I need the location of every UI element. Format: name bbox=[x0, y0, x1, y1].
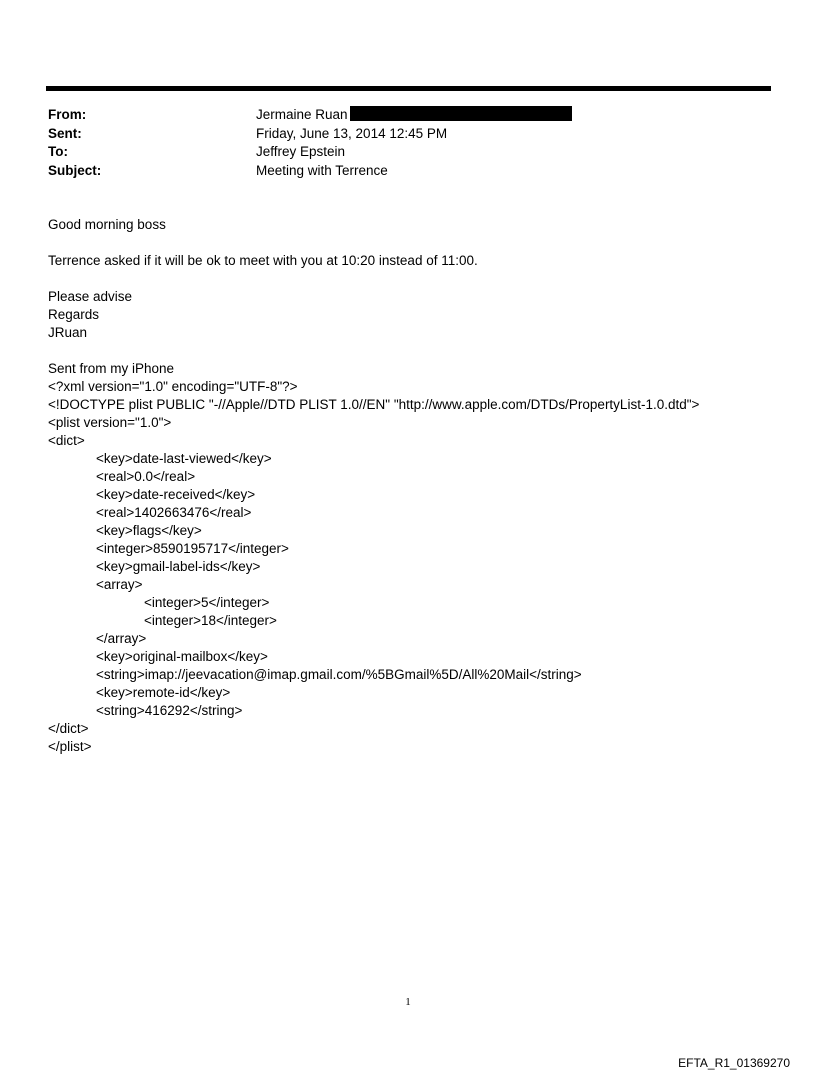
document-id: EFTA_R1_01369270 bbox=[678, 1056, 790, 1070]
regards-line: Regards bbox=[48, 307, 100, 322]
to-label: To: bbox=[48, 144, 68, 159]
plist-line: <key>date-last-viewed</key> bbox=[96, 451, 272, 466]
plist-line: <integer>18</integer> bbox=[144, 613, 277, 628]
plist-line: <real>1402663476</real> bbox=[96, 505, 252, 520]
to-value: Jeffrey Epstein bbox=[256, 144, 346, 159]
plist-line: <real>0.0</real> bbox=[96, 469, 196, 484]
message: Terrence asked if it will be ok to meet with you at 10:20 instead of 11:00. bbox=[48, 253, 478, 268]
plist-line: <key>flags</key> bbox=[96, 523, 202, 538]
plist-line: </array> bbox=[96, 631, 147, 646]
plist-line: <string>416292</string> bbox=[96, 703, 243, 718]
plist-line: <key>original-mailbox</key> bbox=[96, 649, 268, 664]
dict-open: <dict> bbox=[48, 433, 85, 448]
header-rule bbox=[46, 86, 771, 91]
from-label: From: bbox=[48, 107, 87, 122]
plist-open: <plist version="1.0"> bbox=[48, 415, 172, 430]
subject-value: Meeting with Terrence bbox=[256, 162, 388, 178]
email-body bbox=[48, 216, 768, 756]
subject-label: Subject: bbox=[48, 162, 102, 178]
signature: JRuan bbox=[48, 325, 88, 340]
sent-from-line: Sent from my iPhone bbox=[48, 361, 175, 376]
plist-line: <integer>5</integer> bbox=[144, 595, 270, 610]
plist-line: <string>imap://jeevacation@imap.gmail.com/%5BGmail%5D/All%20Mail</string> bbox=[96, 667, 582, 682]
page-number: 1 bbox=[405, 996, 411, 1008]
dict-close: </dict> bbox=[48, 721, 89, 736]
redaction-box bbox=[350, 106, 572, 121]
plist-xml-decl: <?xml version="1.0" encoding="UTF-8"?> bbox=[48, 379, 298, 394]
plist-close: </plist> bbox=[48, 739, 92, 754]
sent-label: Sent: bbox=[48, 125, 82, 141]
from-name: Jermaine Ruan bbox=[256, 107, 348, 122]
sent-value: Friday, June 13, 2014 12:45 PM bbox=[256, 125, 448, 141]
plist-doctype: <!DOCTYPE plist PUBLIC "-//Apple//DTD PLIST 1.0//EN" "http://www.apple.com/DTDs/PropertyList-1.0.dtd"> bbox=[48, 397, 700, 412]
advise-line: Please advise bbox=[48, 289, 133, 304]
plist-line: <key>date-received</key> bbox=[96, 487, 256, 502]
plist-line: <key>remote-id</key> bbox=[96, 685, 231, 700]
greeting: Good morning boss bbox=[48, 217, 166, 232]
from-value bbox=[256, 106, 572, 125]
plist-line: <array> bbox=[96, 577, 143, 592]
plist-line: <integer>8590195717</integer> bbox=[96, 541, 289, 556]
plist-line: <key>gmail-label-ids</key> bbox=[96, 559, 261, 574]
